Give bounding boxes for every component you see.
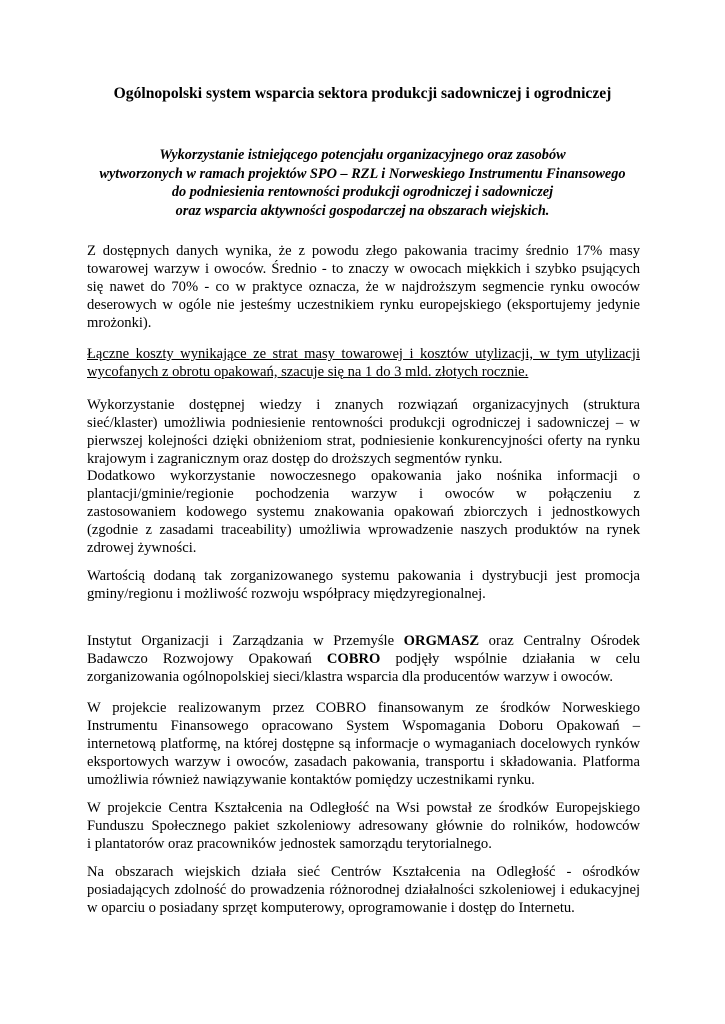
text-line: Z dostępnych danych wynika, że z powodu złego pakowania tracimy średnio 17% masy [87,243,640,259]
subtitle-line: wytworzonych w ramach projektów SPO – RZL i Norweskiego Instrumentu Finansowego [99,165,626,182]
paragraph-losses [87,243,640,333]
paragraph-training-centers [87,800,640,854]
text-line: Wartością dodaną tak zorganizowanego systemu pakowania i dystrybucji jest promocja [87,568,640,584]
text-line [87,651,640,669]
text-line: krajowym i zagranicznym oraz dostęp do droższych segmentów rynku. [87,450,503,467]
text-line: Instrumentu Finansowego opracowano System Wspomagania Doboru Opakowań – [87,717,640,734]
text-line: gminy/regionu i możliwość rozwoju współpracy międzyregionalnej. [87,585,486,602]
text-line: umożliwia również nawiązywanie kontaktów pomiędzy uczestnikami rynku. [87,771,535,788]
text-line: wycofanych z obrotu opakowań, szacuje się na 1 do 3 mld. złotych rocznie. [87,363,529,380]
document-subtitle [60,146,665,220]
text-segment: Instytut Organizacji i Zarządzania w Przemyśle [87,633,404,649]
paragraph-institutions [87,633,640,687]
text-line: sieć/klaster) umożliwia podniesienie rentowności produkcji ogrodniczej i sadowniczej – w [87,414,640,431]
text-line: mrożonki). [87,314,152,331]
paragraph-rural-network [87,864,640,918]
text-line: eksportowych warzyw i owoców, zasadach pakowania, transportu i składowania. Platforma [87,753,640,770]
text-segment: podjęły wspólnie działania w celu [380,650,640,667]
text-line: pierwszej kolejności dzięki obniżeniom strat, podniesienie konkurencyjności oferty na rynku [87,432,640,449]
document-title: Ogólnopolski system wsparcia sektora produkcji sadowniczej i ogrodniczej [113,85,612,102]
paragraph-knowledge [87,397,640,469]
text-line: zastosowaniem kodowego systemu znakowania opakowań zbiorczych i jednostkowych [87,503,640,520]
text-line: Funduszu Społecznego pakiet szkoleniowy adresowany głównie do rolników, hodowców [87,817,640,834]
subtitle-line: Wykorzystanie istniejącego potencjału organizacyjnego oraz zasobów [159,147,566,163]
text-line: W projekcie realizowanym przez COBRO finansowanym ze środków Norweskiego [87,700,640,716]
text-line: internetową platformę, na której dostępne są informacje o wymaganiach docelowych rynków [87,735,640,752]
text-line: zdrowej żywności. [87,539,197,556]
text-line: Wykorzystanie dostępnej wiedzy i znanych rozwiązań organizacyjnych (struktura [87,397,640,413]
text-line: w oparciu o posiadany sprzęt komputerowy, oprogramowanie i dostęp do Internetu. [87,899,575,916]
subtitle-line: do podniesienia rentowności produkcji ogrodniczej i sadowniczej [171,184,554,201]
org-name-orgmasz: ORGMASZ [403,633,480,649]
paragraph-packaging [87,468,640,558]
paragraph-added-value [87,568,640,604]
text-line: towarowej warzyw i owoców. Średnio - to znaczy w owocach miękkich i szybko psujących [87,260,640,277]
subtitle-line: oraz wsparcia aktywności gospodarczej na obszarach wiejskich. [175,202,550,219]
text-line: (zgodnie z zasadami traceability) umożliwia wprowadzenie naszych produktów na rynek [87,521,640,538]
org-name-cobro: COBRO [326,650,381,667]
text-segment: oraz Centralny Ośrodek [479,633,640,649]
text-line: zorganizowania ogólnopolskiej sieci/klastra wsparcia dla producentów warzyw i owoców. [87,668,614,685]
text-line: W projekcie Centra Kształcenia na Odległość na Wsi powstał ze środków Europejskiego [87,800,640,816]
text-line: Dodatkowo wykorzystanie nowoczesnego opakowania jako nośnika informacji o [87,468,640,484]
paragraph-total-costs [87,346,640,382]
text-segment: Badawczo Rozwojowy Opakowań [87,650,327,667]
text-line: deserowych w ogóle nie jesteśmy uczestnikiem rynku europejskiego (eksportujemy jedynie [87,296,640,313]
paragraph-cobro-project [87,700,640,790]
text-line: Na obszarach wiejskich działa sieć Centrów Kształcenia na Odległość - ośrodków [87,864,640,880]
text-line: plantacji/gminie/regionie pochodzenia warzyw i owoców w połączeniu z [87,485,640,502]
text-line: i plantatorów oraz pracowników jednostek samorządu terytorialnego. [87,835,492,852]
text-line: Łączne koszty wynikające ze strat masy towarowej i kosztów utylizacji, w tym utylizacji [87,346,640,362]
text-line: posiadających zdolność do prowadzenia różnorodnej działalności szkoleniowej i edukacyjnej [87,881,640,898]
text-line [87,633,640,651]
text-line: się nawet do 70% - co w praktyce oznacza, że w najdroższym segmencie rynku owoców [87,278,640,295]
